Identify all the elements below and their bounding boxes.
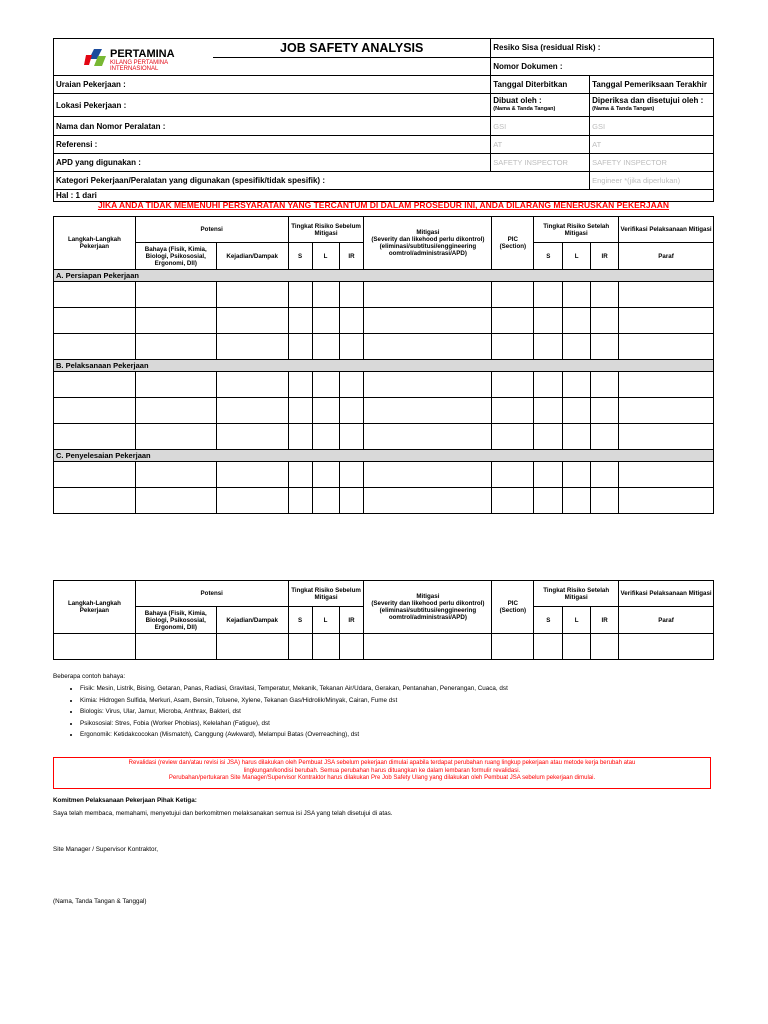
hal-label: Hal : 1 dari xyxy=(54,190,714,202)
examples-list xyxy=(53,685,713,738)
table-row[interactable] xyxy=(54,634,714,660)
gsi-field-1[interactable]: GSI xyxy=(491,117,590,136)
dibuat-oleh-label: Dibuat oleh : xyxy=(493,96,542,105)
tanggal-diterbitkan-label: Tanggal Diterbitkan xyxy=(491,76,590,94)
l-after-header: L xyxy=(563,243,591,270)
logo-cell xyxy=(54,39,214,76)
dibuat-oleh-sub: (Nama & Tanda Tangan) xyxy=(493,106,556,112)
potensi-header: Potensi xyxy=(135,217,288,243)
kejadian-header-2: Kejadian/Dampak xyxy=(216,607,288,634)
ir-after-header-2: IR xyxy=(591,607,619,634)
example-ergonomik: • Ergonomik: Ketidakcocokan (Mismatch), Canggung (Awkward), Melampui Batas (Overreaching), dst xyxy=(80,731,713,738)
hazard-examples xyxy=(53,673,713,743)
paraf-header: Paraf xyxy=(619,243,714,270)
s-header: S xyxy=(288,243,312,270)
langkah-header-2: Langkah-Langkah Pekerjaan xyxy=(54,581,136,634)
safety-inspector-field-1[interactable]: SAFETY INSPECTOR xyxy=(491,154,590,172)
jsa-table xyxy=(53,216,714,514)
tingkat-sebelum-header-2: Tingkat Risiko Sebelum Mitigasi xyxy=(288,581,364,607)
jsa-table-continuation xyxy=(53,580,714,660)
pic-sub: (Section) xyxy=(499,243,527,250)
section-b-label: B. Pelaksanaan Pekerjaan xyxy=(54,360,714,372)
revalidasi-line3: Perubahan/pertukaran Site Manager/Supervisor Kontraktor harus dilakukan Pre Job Safety Ulang yang dilakukan oleh Pembuat JSA sebelum pekerjaan dimulai. xyxy=(168,775,596,781)
revalidasi-line1: Revalidasi (review dan/atau revisi isi JSA) harus dilakukan oleh Pembuat JSA sebelum pekerjaan dimulai apabila terdapat perubahan ruang lingkup pekerjaan atau metode kerja berubah atau xyxy=(128,760,636,766)
apd-label: APD yang digunakan : xyxy=(54,154,491,172)
resiko-sisa-label: Resiko Sisa (residual Risk) : xyxy=(491,39,714,58)
referensi-label: Referensi : xyxy=(54,136,491,154)
tingkat-sebelum-header: Tingkat Risiko Sebelum Mitigasi xyxy=(288,217,364,243)
langkah-header: Langkah-Langkah Pekerjaan xyxy=(54,217,136,270)
logo-name: PERTAMINA xyxy=(110,48,175,60)
example-fisik: • Fisik: Mesin, Listrik, Bising, Getaran, Panas, Radiasi, Gravitasi, Temperatur, Mekanik, Tekanan Air/Udara, Gerakan, Pentanahan, Penerangan, Cuaca, dst xyxy=(80,685,713,692)
table-row[interactable] xyxy=(54,282,714,308)
logo-sub1: KILANG PERTAMINA xyxy=(110,60,169,66)
section-a-label: A. Persiapan Pekerjaan xyxy=(54,270,714,282)
pic-header: PIC xyxy=(507,236,518,243)
signature-label: (Nama, Tanda Tangan & Tanggal) xyxy=(53,898,147,905)
uraian-pekerjaan-label: Uraian Pekerjaan : xyxy=(54,76,491,94)
site-manager-label: Site Manager / Supervisor Kontraktor, xyxy=(53,846,158,853)
tingkat-setelah-header: Tingkat Risiko Setelah Mitigasi xyxy=(534,217,619,243)
s-after-header-2: S xyxy=(534,607,563,634)
mitigasi-desc: (Severity dan likehood perlu dikontrol) (eliminasi/subtitusi/enggineering oomtrol/administrasi/APD) xyxy=(371,236,485,257)
at-field-1[interactable]: AT xyxy=(491,136,590,154)
section-c-label: C. Penyelesaian Pekerjaan xyxy=(54,450,714,462)
table-row[interactable] xyxy=(54,398,714,424)
ir-after-header: IR xyxy=(591,243,619,270)
ir-header-2: IR xyxy=(339,607,364,634)
mitigasi-header: Mitigasi xyxy=(416,229,440,236)
header-table xyxy=(53,38,714,202)
ir-header: IR xyxy=(339,243,364,270)
kejadian-header: Kejadian/Dampak xyxy=(216,243,288,270)
komitmen-title: Komitmen Pelaksanaan Pekerjaan Pihak Ketiga: xyxy=(53,797,197,804)
kategori-label: Kategori Pekerjaan/Peralatan yang digunakan (spesifik/tidak spesifik) : xyxy=(54,172,590,190)
bahaya-header-2: Bahaya (Fisik, Kimia, Biologi, Psikososial, Ergonomi, Dll) xyxy=(135,607,216,634)
mitigasi-desc-2: (Severity dan likehood perlu dikontrol) (eliminasi/subtitusi/enggineering oomtrol/administrasi/APD) xyxy=(371,600,485,621)
revalidasi-box xyxy=(53,757,711,789)
engineer-field[interactable]: Engineer *(jika diperlukan) xyxy=(590,172,714,190)
safety-inspector-field-2[interactable]: SAFETY INSPECTOR xyxy=(590,154,714,172)
at-field-2[interactable]: AT xyxy=(590,136,714,154)
s-header-2: S xyxy=(288,607,312,634)
table-row[interactable] xyxy=(54,308,714,334)
l-after-header-2: L xyxy=(563,607,591,634)
mitigasi-header-2: Mitigasi xyxy=(416,593,440,600)
diperiksa-label: Diperiksa dan disetujui oleh : xyxy=(592,96,704,105)
example-psikososial: • Psikososial: Stres, Fobia (Worker Phobias), Kelelahan (Fatigue), dst xyxy=(80,720,713,727)
table-row[interactable] xyxy=(54,424,714,450)
table-row[interactable] xyxy=(54,488,714,514)
nomor-dokumen-label: Nomor Dokumen : xyxy=(491,57,714,76)
example-kimia: • Kimia: Hidrogen Sulfida, Merkuri, Asam, Bensin, Toluene, Xylene, Tekanan Gas/Hidrolik/Minyak, Cairan, Fume dst xyxy=(80,697,713,704)
example-biologis: • Biologis: Virus, Ular, Jamur, Microba, Anthrax, Bakteri, dst xyxy=(80,708,713,715)
lokasi-pekerjaan-label: Lokasi Pekerjaan : xyxy=(54,94,491,117)
komitmen-text: Saya telah membaca, memahami, menyetujui dan berkomitmen melaksanakan semua isi JSA yang telah disetujui di atas. xyxy=(53,810,393,817)
table-row[interactable] xyxy=(54,372,714,398)
table-row[interactable] xyxy=(54,462,714,488)
pic-header-2: PIC xyxy=(507,600,518,607)
verifikasi-header-2: Verifikasi Pelaksanaan Mitigasi xyxy=(619,581,714,607)
potensi-header-2: Potensi xyxy=(135,581,288,607)
warning-notice: JIKA ANDA TIDAK MEMENUHI PERSYARATAN YANG TERCANTUM DI DALAM PROSEDUR INI, ANDA DILARANG MENERUSKAN PEKERJAAN xyxy=(97,200,670,210)
logo-sub2: INTERNASIONAL xyxy=(110,66,159,72)
table-row[interactable] xyxy=(54,334,714,360)
nama-peralatan-label: Nama dan Nomor Peralatan : xyxy=(54,117,491,136)
examples-intro: Beberapa contoh bahaya: xyxy=(53,673,126,680)
tanggal-pemeriksaan-label: Tanggal Pemeriksaan Terakhir xyxy=(590,76,714,94)
pic-sub-2: (Section) xyxy=(499,607,527,614)
l-header: L xyxy=(312,243,339,270)
revalidasi-line2: lingkungan/kondisi berubah. Semua perubahan harus dituangkan ke dalam lembaran formulir revalidasi. xyxy=(243,767,521,774)
page-title: JOB SAFETY ANALYSIS xyxy=(213,39,491,58)
paraf-header-2: Paraf xyxy=(619,607,714,634)
s-after-header: S xyxy=(534,243,563,270)
verifikasi-header: Verifikasi Pelaksanaan Mitigasi xyxy=(619,217,714,243)
bahaya-header: Bahaya (Fisik, Kimia, Biologi, Psikososial, Ergonomi, Dll) xyxy=(135,243,216,270)
gsi-field-2[interactable]: GSI xyxy=(590,117,714,136)
l-header-2: L xyxy=(312,607,339,634)
diperiksa-sub: (Nama & Tanda Tangan) xyxy=(592,106,655,112)
tingkat-setelah-header-2: Tingkat Risiko Setelah Mitigasi xyxy=(534,581,619,607)
